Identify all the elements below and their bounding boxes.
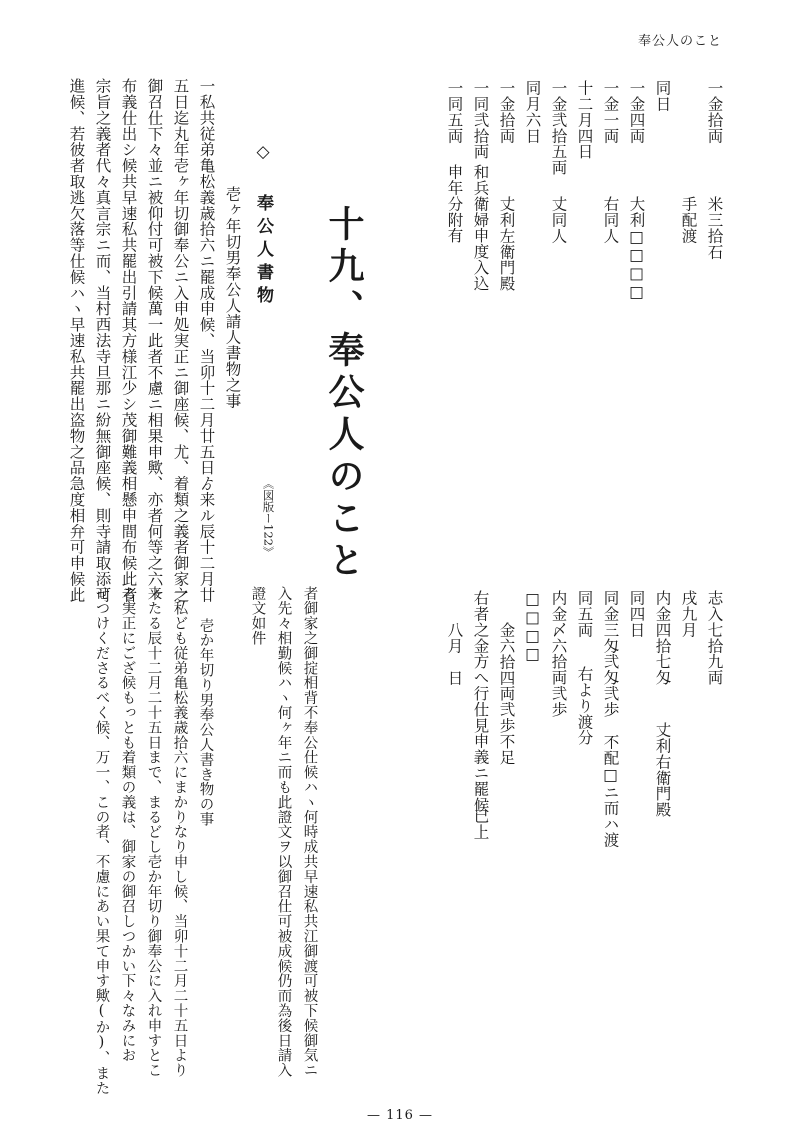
document-line: 證文如件 xyxy=(249,586,266,646)
ledger-entry: 一同弐拾両 xyxy=(471,80,490,160)
ledger-note: 手配渡 xyxy=(679,196,698,244)
document-line: 入先々相勤候ハヽ何ヶ年ニ而も此證文ヲ以御召仕可被成候仍而為後日請入 xyxy=(275,586,292,1078)
ledger-line: 八月 日 xyxy=(445,622,464,686)
ledger-entry: 同日 xyxy=(653,80,672,112)
ledger-entry: 十二月四日 xyxy=(575,80,594,160)
ledger-line: 右者之金方へ行仕見申義ニ罷候 xyxy=(471,590,490,813)
ledger-line: 金六拾四両弐歩不足 xyxy=(497,622,516,766)
ledger-line: □□□□ xyxy=(523,590,542,664)
figure-reference: 《図版ー122》 xyxy=(261,478,276,558)
document-line: 御召仕下々並ニ被仰付可被下候萬一此者不慮ニ相果申歟、亦者何等之六ヶ xyxy=(145,78,164,603)
ledger-entry: 一同五両 xyxy=(445,80,464,144)
ledger-line: 右より渡分 xyxy=(575,666,594,746)
ledger-note: 大利□□□□ xyxy=(627,196,646,302)
ledger-note: 和兵衛婦申度入込 xyxy=(471,164,490,292)
ledger-note: 丈利左衛門殿 xyxy=(497,196,516,292)
ledger-line: 不配□ニ而ハ渡 xyxy=(601,734,620,848)
document-line: 宗旨之義者代々真言宗ニ而、当村西法寺旦那ニ紛無御座候、則寺請取添可 xyxy=(93,78,112,603)
ledger-line: 戌九月 xyxy=(679,590,698,638)
translation-line: せつけくださるべく候、万一、この者、不慮にあい果て申す歟(か)、また xyxy=(93,586,110,1096)
ledger-note: 丈同人 xyxy=(549,196,568,244)
ledger-line: 内金四拾七匁 xyxy=(653,590,672,686)
document-line: 五日迄丸年壱ヶ年切御奉公ニ入申処実正ニ御座候、尤、着類之義者御家之 xyxy=(171,78,190,603)
ledger-line: 志入七拾九両 xyxy=(705,590,724,686)
translation-line: ろ実正にござ候もっとも着類の義は、御家の御召しつかい下々なみにお xyxy=(119,586,136,1063)
ledger-entry: 一金弐拾五両 xyxy=(549,80,568,176)
document-line: 者御家之御掟相背不奉公仕候ハヽ何時成共早速私共江御渡可被下候御気ニ xyxy=(301,586,318,1078)
chapter-title: 十九、奉公人のこと xyxy=(323,205,365,583)
ledger-line: 丈利右衛門殿 xyxy=(653,722,672,818)
ledger-note: 米三拾石 xyxy=(705,196,724,260)
document-line: 壱ヶ年切男奉公人請人書物之事 xyxy=(223,186,242,409)
ledger-line: 已上 xyxy=(471,808,490,840)
document-line: 一私共従弟亀松義歳拾六ニ罷成申候、当卯十二月廿五日ゟ来ル辰十二月廿 xyxy=(197,78,216,603)
document-line: 布義仕出シ候共早速私共罷出引請其方様江少シ茂御難義相懸申間布候此者 xyxy=(119,78,138,603)
ledger-entry: 一金一両 xyxy=(601,80,620,144)
section-heading: ◇ 奉公人書物 xyxy=(253,142,273,309)
page-number: — 116 — xyxy=(366,1108,434,1123)
translation-line: 一私ども従弟亀松義歳拾六にまかりなり申し候、当卯十二月二十五日より xyxy=(171,586,188,1078)
ledger-line: 内金〆六拾両弐歩 xyxy=(549,590,568,718)
ledger-line: 同五両 xyxy=(575,590,594,638)
ledger-entry: 同月六日 xyxy=(523,80,542,144)
translation-line: 来たる辰十二月二十五日まで、まるどし壱か年切り御奉公に入れ申すとこ xyxy=(145,586,162,1078)
translation-line: 壱か年切り男奉公人書き物の事 xyxy=(197,618,214,827)
document-line: 進候、若彼者取逃欠落等仕候ハヽ早速私共罷出盗物之品急度相弁可申候此 xyxy=(67,78,86,603)
ledger-line: 同金三匁弐匁弐歩 xyxy=(601,590,620,718)
ledger-entry: 一金四両 xyxy=(627,80,646,144)
ledger-entry: 一金拾両 xyxy=(705,80,724,144)
ledger-note: 右同人 xyxy=(601,196,620,244)
ledger-entry: 一金拾両 xyxy=(497,80,516,144)
ledger-note: 申年分附有 xyxy=(445,164,464,244)
running-header: 奉公人のこと xyxy=(637,34,722,49)
ledger-line: 同四日 xyxy=(627,590,646,638)
